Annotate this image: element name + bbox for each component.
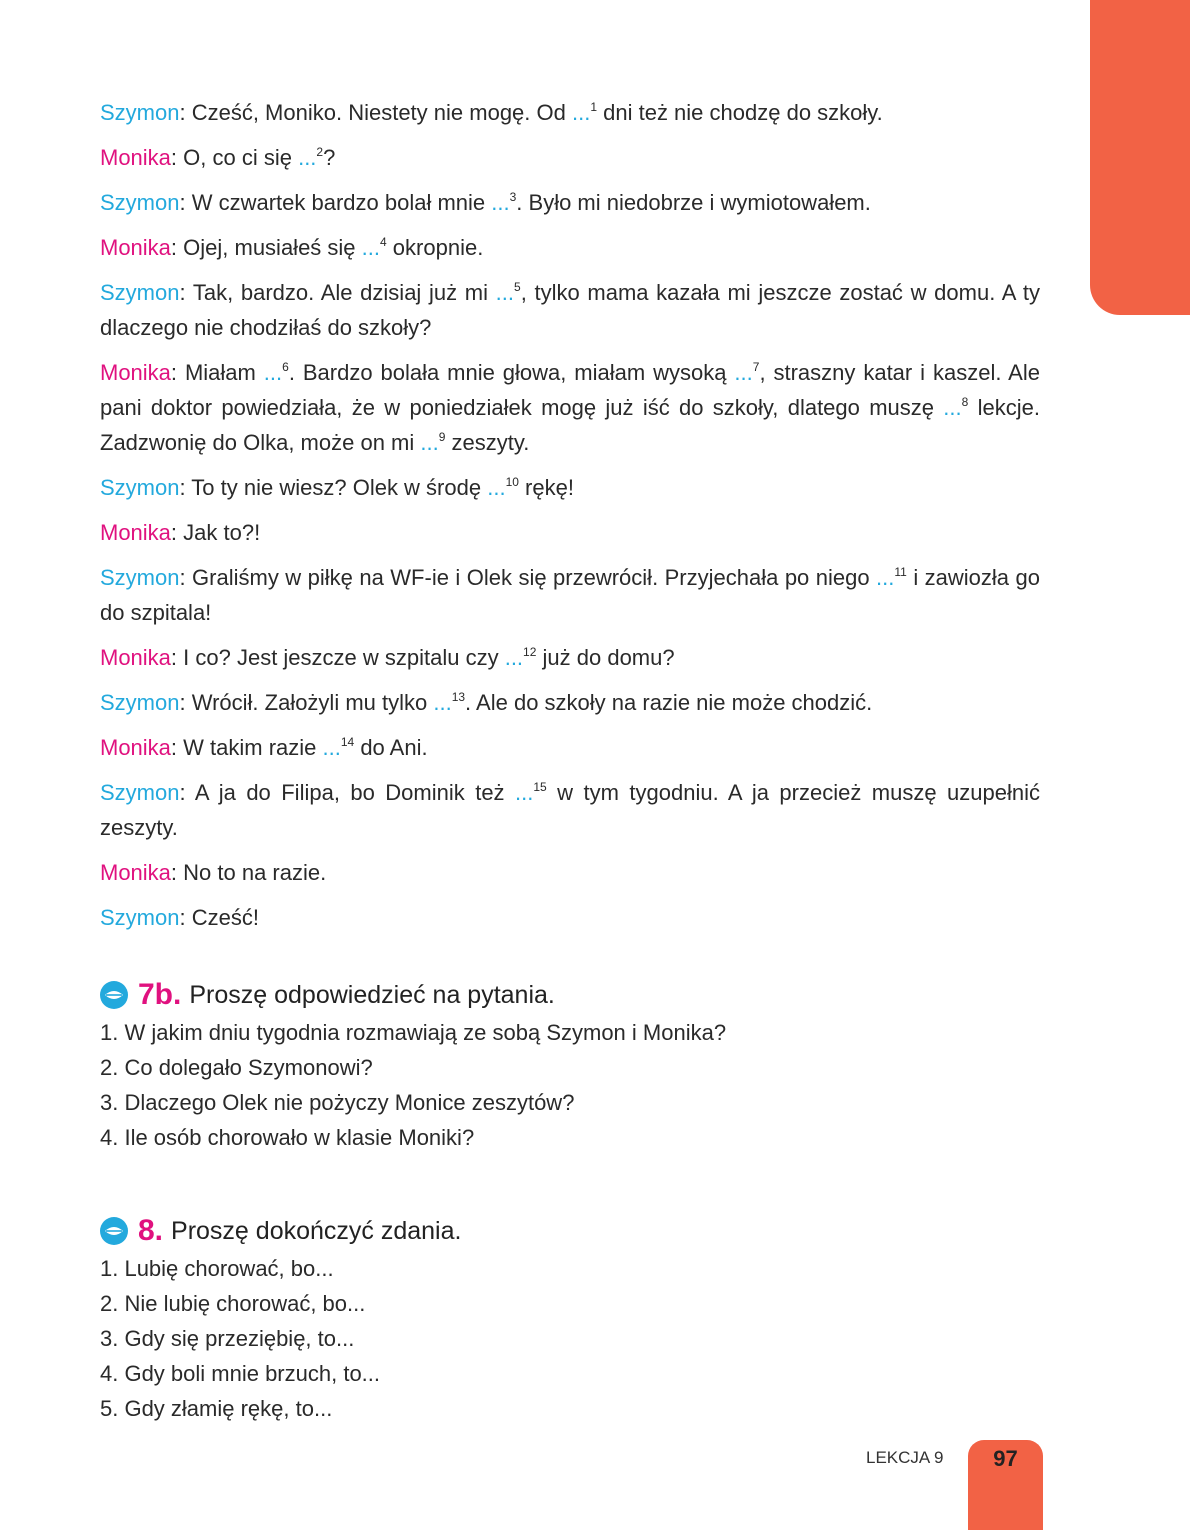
dialogue-line [100,685,1040,720]
line-text: : I co? Jest jeszcze w szpitalu czy [170,645,505,670]
dialogue-line [100,470,1040,505]
speaking-lips-icon [100,981,128,1009]
line-text: . Bardzo bolała mnie głowa, miałam wysoką [288,360,735,385]
line-text: okropnie. [386,235,484,260]
dialogue [100,95,1040,945]
list-item: 5. Gdy złamię rękę, to... [100,1396,333,1421]
gap-number: 5 [514,280,521,294]
line-text: już do domu? [536,645,675,670]
line-text: : Jak to?! [170,520,261,545]
gap-number: 7 [752,360,760,374]
speaker-name: Monika [100,645,171,670]
line-text: , straszny katar i kaszel. Ale pani doktor powiedziała, że w poniedziałek mogę już iść do szkoły, dlatego muszę [100,360,1040,420]
question-list [100,1015,1040,1155]
line-text: dni też nie chodzę do szkoły. [597,100,883,125]
speaker-name: Monika [100,860,171,885]
line-text: : No to na razie. [170,860,327,885]
dialogue-line [100,900,1040,935]
gap-number: 2 [316,145,324,159]
line-text: : To ty nie wiesz? Olek w środę [179,475,488,500]
sentence-list [100,1251,1040,1426]
task-number: 7b. [138,978,182,1011]
line-text: w tym tygodniu. A ja przecież muszę uzupełnić zeszyty. [100,780,1040,840]
dialogue-line [100,560,1040,630]
gap-marker: ... [322,735,341,760]
dialogue-line [100,140,1040,175]
gap-number: 12 [523,645,537,659]
line-text: . Ale do szkoły na razie nie może chodzić. [465,690,873,715]
line-text: ? [323,145,336,170]
gap-number: 10 [505,475,519,489]
list-item: 4. Ile osób chorowało w klasie Moniki? [100,1125,475,1150]
speaker-name: Szymon [100,905,180,930]
gap-marker: ... [263,360,283,385]
speaking-lips-icon [100,1217,128,1245]
speaker-name: Szymon [100,100,180,125]
gap-marker: ... [487,475,506,500]
line-text: . Było mi niedobrze i wymiotowałem. [516,190,871,215]
line-text: zeszyty. [445,430,530,455]
dialogue-line [100,515,1040,550]
page-number: 97 [993,1446,1018,1471]
speaker-name: Szymon [100,280,180,305]
line-text: : Cześć, Moniko. Niestety nie mogę. Od [179,100,572,125]
dialogue-line [100,855,1040,890]
page-number-tab [968,1440,1043,1530]
dialogue-line [100,185,1040,220]
gap-marker: ... [734,360,753,385]
dialogue-line [100,95,1040,130]
line-text: i zawiozła go do szpitala! [100,565,1040,625]
gap-number: 4 [380,235,387,249]
speaker-name: Szymon [100,475,180,500]
task-title: Proszę dokończyć zdania. [171,1216,462,1245]
gap-marker: ... [361,235,380,260]
speaker-name: Szymon [100,780,180,805]
gap-number: 15 [533,780,547,794]
lesson-label: LEKCJA 9 [866,1448,944,1467]
line-text: : W takim razie [170,735,323,760]
list-item: 3. Gdy się przeziębię, to... [100,1326,355,1351]
gap-marker: ... [876,565,895,590]
list-item: 2. Co dolegało Szymonowi? [100,1055,373,1080]
list-item: 2. Nie lubię chorować, bo... [100,1291,366,1316]
chapter-side-tab [1090,0,1190,315]
list-item: 4. Gdy boli mnie brzuch, to... [100,1361,381,1386]
gap-marker: ... [515,780,534,805]
line-text: : Miałam [170,360,264,385]
task-heading [100,975,1040,1015]
speaker-name: Monika [100,520,171,545]
list-item: 1. W jakim dniu tygodnia rozmawiają ze sobą Szymon i Monika? [100,1020,727,1045]
task-7b [100,975,1040,1155]
line-text: : Tak, bardzo. Ale dzisiaj już mi [179,280,496,305]
line-text: : O, co ci się [170,145,299,170]
task-heading [100,1211,1040,1251]
speaker-name: Monika [100,145,171,170]
dialogue-line [100,730,1040,765]
dialogue-line [100,355,1040,460]
line-text: : Wrócił. Założyli mu tylko [179,690,434,715]
task-number: 8. [138,1214,164,1247]
gap-number: 3 [509,190,517,204]
gap-marker: ... [495,280,515,305]
speaker-name: Monika [100,735,171,760]
gap-number: 6 [282,360,289,374]
list-item: 1. Lubię chorować, bo... [100,1256,334,1281]
task-title: Proszę odpowiedzieć na pytania. [189,980,555,1009]
dialogue-line [100,775,1040,845]
gap-marker: ... [491,190,510,215]
line-text: rękę! [518,475,574,500]
speaker-name: Monika [100,360,171,385]
line-text: do Ani. [354,735,428,760]
gap-marker: ... [943,395,962,420]
speaker-name: Monika [100,235,171,260]
line-text: : Graliśmy w piłkę na WF-ie i Olek się przewrócił. Przyjechała po niego [179,565,877,590]
line-text: , tylko mama kazała mi jeszcze zostać w domu. A ty dlaczego nie chodziłaś do szkoły? [100,280,1040,340]
dialogue-line [100,230,1040,265]
gap-number: 8 [961,395,969,409]
speaker-name: Szymon [100,190,180,215]
line-text: : Ojej, musiałeś się [170,235,362,260]
line-text: : W czwartek bardzo bolał mnie [179,190,492,215]
dialogue-line [100,640,1040,675]
line-text: lekcje. Zadzwonię do Olka, może on mi [100,395,1040,455]
gap-marker: ... [571,100,591,125]
gap-number: 11 [894,565,907,579]
gap-marker: ... [504,645,524,670]
speaker-name: Szymon [100,565,180,590]
gap-number: 9 [438,430,446,444]
task-8 [100,1211,1040,1426]
gap-marker: ... [420,430,439,455]
gap-marker: ... [433,690,452,715]
gap-number: 13 [451,690,466,704]
speaker-name: Szymon [100,690,180,715]
gap-number: 1 [590,100,598,114]
list-item: 3. Dlaczego Olek nie pożyczy Monice zeszytów? [100,1090,575,1115]
line-text: : A ja do Filipa, bo Dominik też [179,780,516,805]
gap-marker: ... [298,145,317,170]
gap-number: 14 [340,735,355,749]
line-text: : Cześć! [179,905,259,930]
dialogue-line [100,275,1040,345]
